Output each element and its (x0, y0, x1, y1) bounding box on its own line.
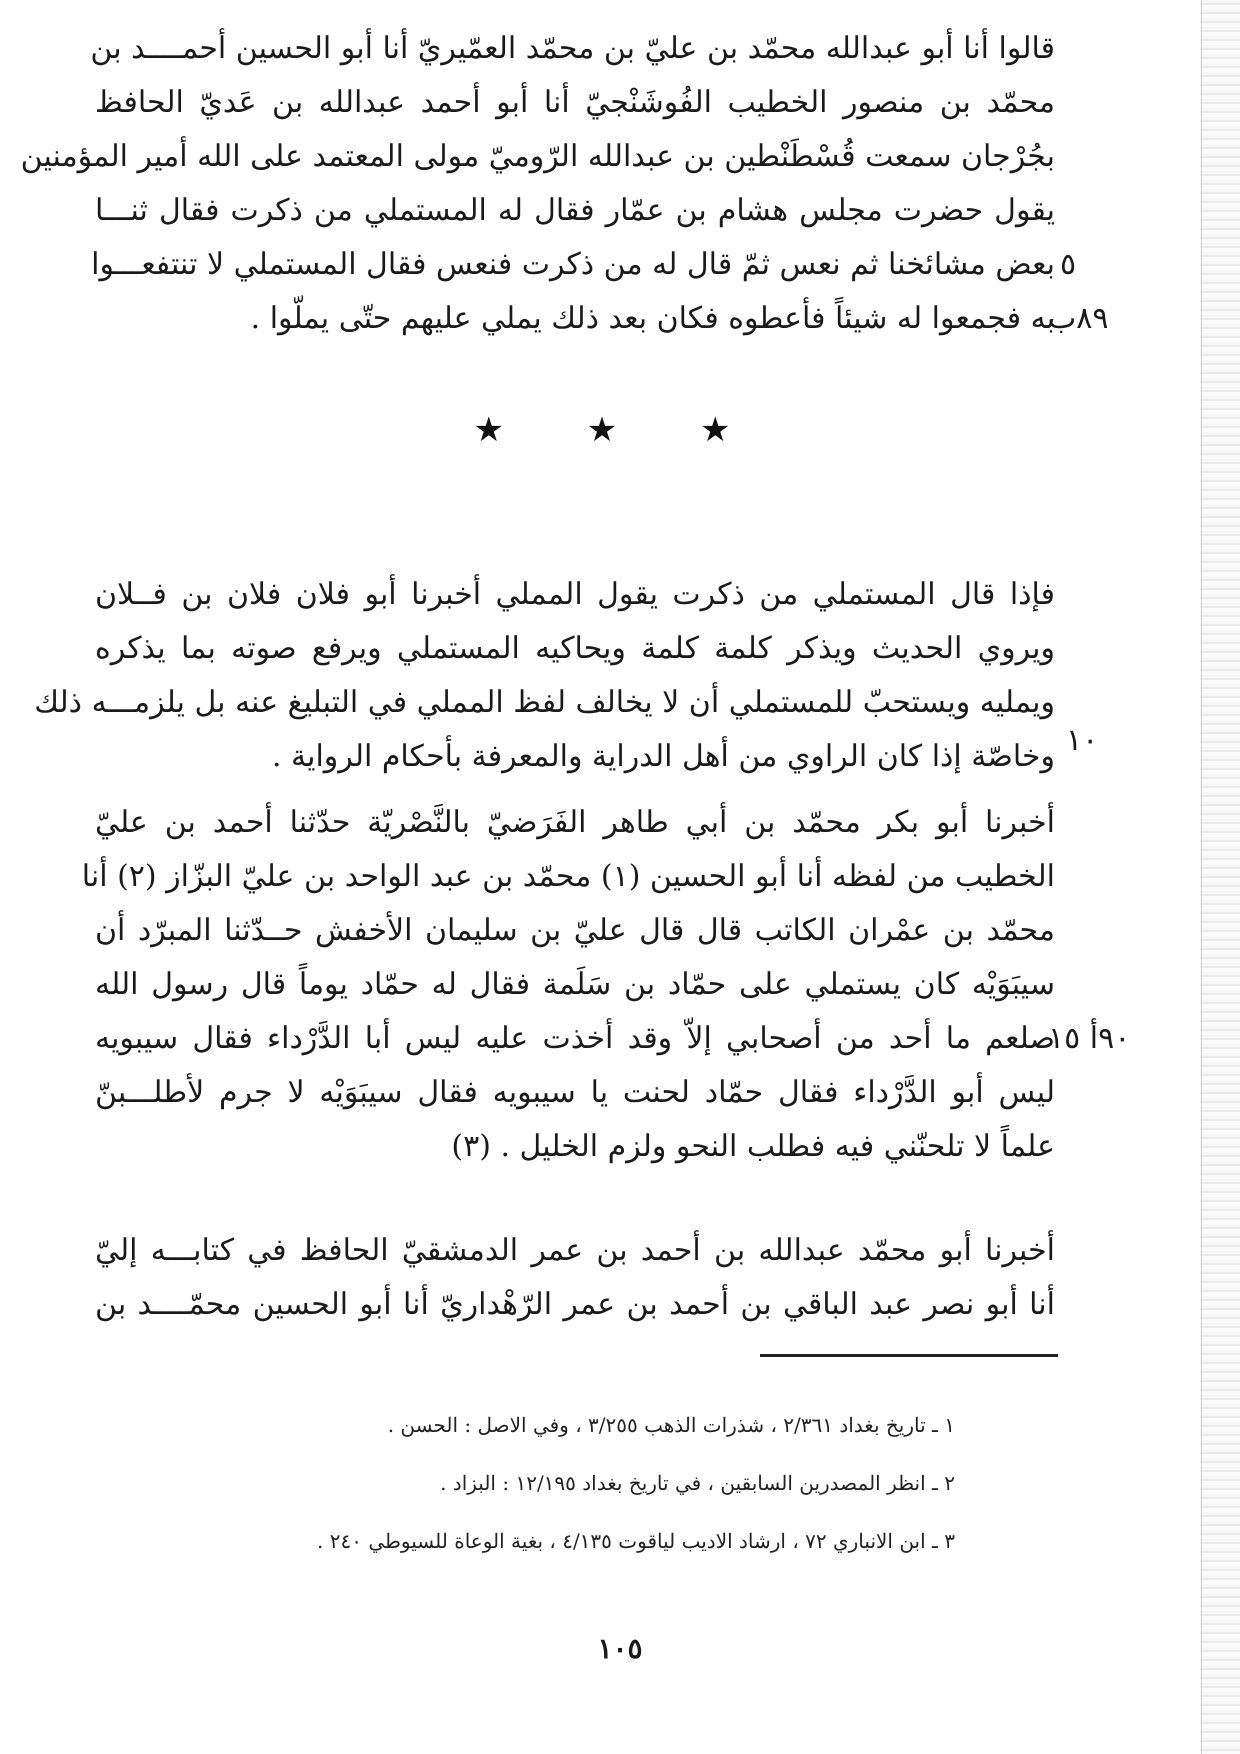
text-line: يقول حضرت مجلس هشام بن عمّار فقال له المستملي من ذكرت فقال ثنـــا (95, 193, 1055, 228)
text-line: علماً لا تلحنّني فيه فطلب النحو ولزم الخليل . (٣) (451, 1129, 1055, 1164)
text-line: بعض مشائخنا ثم نعس ثمّ قال له من ذكرت فنعس فقال المستملي لا تنتفعـــوا (91, 247, 1055, 282)
paragraph-1 (20, 22, 1055, 346)
text-line: أخبرنا أبو محمّد عبدالله بن أحمد بن عمر الدمشقيّ الحافظ في كتابـــه إليّ (95, 1233, 1055, 1268)
text-line: وخاصّة إذا كان الراوي من أهل الدراية والمعرفة بأحكام الرواية . (271, 739, 1055, 774)
text-line: محمّد بن عمْران الكاتب قال قال عليّ بن سليمان الأخفش حــدّثنا المبرّد أن (95, 913, 1055, 948)
footnote-1: ١ ـ تاريخ بغداد ٢/٣٦١ ، شذرات الذهب ٣/٢٥٥ ، وفي الاصل : الحسن . (387, 1413, 955, 1437)
text-line: أنا أبو نصر عبد الباقي بن أحمد بن عمر الرّهْداريّ أنا أبو الحسين محمّــــد بن (95, 1287, 1055, 1322)
footnotes (95, 1396, 955, 1570)
scan-edge-line (1201, 0, 1202, 1754)
text-line: أخبرنا أبو بكر محمّد بن أبي طاهر الفَرَضيّ بالنَّصْريّة حدّثنا أحمد بن عليّ (95, 805, 1055, 840)
text-line: سيبَوَيْه كان يستملي على حمّاد بن سَلَمة فقال له حمّاد يوماً قال رسول الله (95, 967, 1055, 1002)
footnote-separator-rule (760, 1354, 1058, 1357)
text-line: بجُرْجان سمعت قُسْطَنْطين بن عبدالله الرّوميّ مولى المعتمد على الله أمير المؤمنين (20, 139, 1055, 174)
footnote-2: ٢ ـ انظر المصدرين السابقين ، في تاريخ بغداد ١٢/١٩٥ : البزاد . (440, 1471, 955, 1495)
paragraph-4 (95, 1224, 1055, 1332)
text-line: فإذا قال المستملي من ذكرت يقول المملي أخبرنا أبو فلان فلان بن فــلان (95, 577, 1055, 612)
margin-line-number-10: ١٠ (1066, 723, 1099, 758)
text-line: به فجمعوا له شيئاً فأعطوه فكان بعد ذلك يملي عليهم حتّى يملّوا . (250, 301, 1055, 336)
section-separator-stars: ★ ★ ★ (473, 410, 767, 450)
paragraph-3 (81, 796, 1055, 1174)
text-line: قالوا أنا أبو عبدالله محمّد بن عليّ بن محمّد العمّيريّ أنا أبو الحسين أحمــــد بن (90, 31, 1055, 66)
margin-line-number-5: ٥ (1060, 247, 1077, 282)
text-line: الخطيب من لفظه أنا أبو الحسين (١) محمّد بن عبد الواحد بن عليّ البزّاز (٢) أنا (81, 859, 1055, 894)
margin-folio-89b: ٨٩ب (1048, 301, 1109, 336)
text-line: ويمليه ويستحبّ للمستملي أن لا يخالف لفظ المملي في التبليغ عنه بل يلزمـــه ذلك (34, 685, 1055, 720)
footnote-3: ٣ ـ ابن الانباري ٧٢ ، ارشاد الاديب لياقوت ٤/١٣٥ ، بغية الوعاة للسيوطي ٢٤٠ . (317, 1529, 955, 1553)
page-number: ١٠٥ (597, 1632, 643, 1665)
text-line: ليس أبو الدَّرْداء فقال حمّاد لحنت يا سيبويه فقال سيبَوَيْه لا جرم لأطلـــبنّ (95, 1075, 1055, 1110)
scan-edge-shadow (1200, 0, 1240, 1754)
paragraph-2 (34, 568, 1055, 784)
text-line: محمّد بن منصور الخطيب الفُوشَنْجيّ أنا أبو أحمد عبدالله بن عَديّ الحافظ (95, 85, 1055, 120)
margin-folio-90a-line-15: ٩٠أ ١٥ (1048, 1021, 1131, 1056)
text-line: ويروي الحديث ويذكر كلمة كلمة ويحاكيه المستملي ويرفع صوته بما يذكره (95, 631, 1055, 666)
text-line: صلعم ما أحد من أصحابي إلاّ وقد أخذت عليه ليس أبا الدَّرْداء فقال سيبويه (95, 1021, 1055, 1056)
